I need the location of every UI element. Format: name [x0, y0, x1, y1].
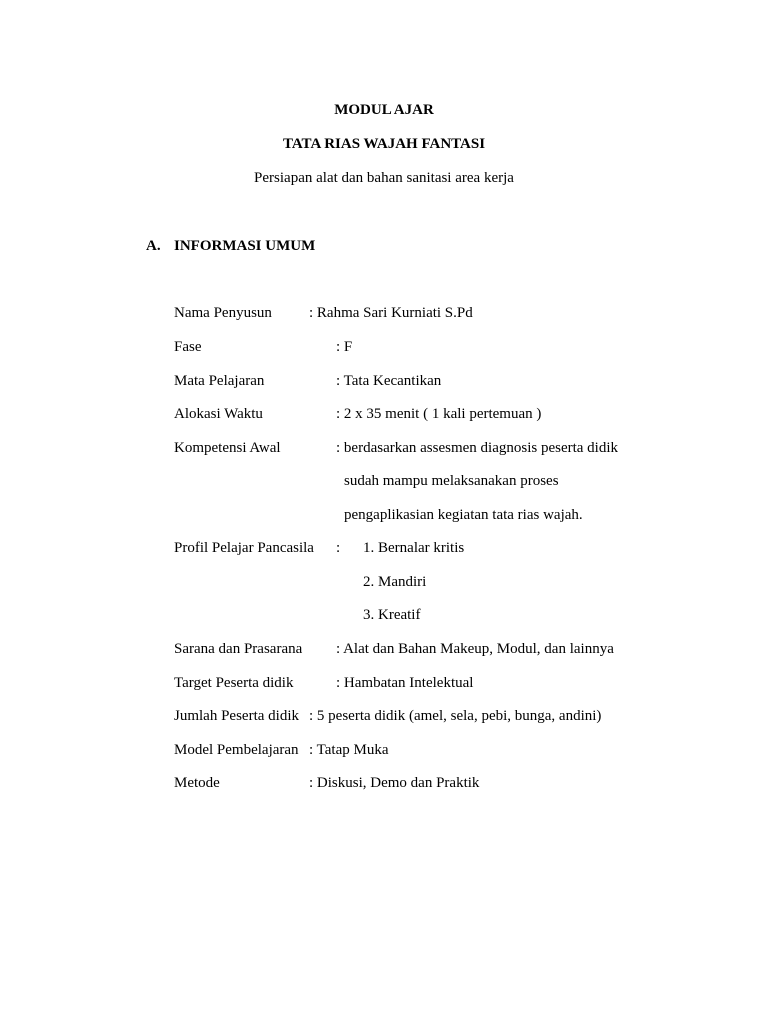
label-nama-penyusun: Nama Penyusun	[174, 305, 272, 321]
section-heading: INFORMASI UMUM	[174, 238, 316, 254]
colon-profil-pelajar-pancasila: :	[336, 540, 341, 556]
value-sarana-prasarana: : Alat dan Bahan Makeup, Modul, dan lainnya	[336, 641, 614, 657]
value-kompetensi-awal-line-2: sudah mampu melaksanakan proses	[344, 473, 559, 489]
list-item: 2. Mandiri	[363, 574, 427, 590]
label-metode: Metode	[174, 775, 220, 791]
value-kompetensi-awal: : berdasarkan assesmen diagnosis peserta didik	[336, 440, 619, 456]
value-alokasi-waktu: : 2 x 35 menit ( 1 kali pertemuan )	[336, 406, 542, 422]
label-model-pembelajaran: Model Pembelajaran	[174, 742, 299, 758]
value-nama-penyusun: : Rahma Sari Kurniati S.Pd	[309, 305, 473, 321]
value-mata-pelajaran: : Tata Kecantikan	[336, 373, 442, 389]
value-jumlah-peserta-didik: : 5 peserta didik (amel, sela, pebi, bunga, andini)	[309, 708, 602, 724]
label-target-peserta-didik: Target Peserta didik	[174, 675, 294, 691]
list-item: 1. Bernalar kritis	[363, 540, 465, 556]
label-kompetensi-awal: Kompetensi Awal	[174, 440, 281, 456]
value-model-pembelajaran: : Tatap Muka	[309, 742, 389, 758]
value-fase: : F	[336, 339, 353, 355]
label-jumlah-peserta-didik: Jumlah Peserta didik	[174, 708, 299, 724]
label-alokasi-waktu: Alokasi Waktu	[174, 406, 263, 422]
label-mata-pelajaran: Mata Pelajaran	[174, 373, 265, 389]
label-sarana-prasarana: Sarana dan Prasarana	[174, 641, 303, 657]
document-title: MODUL AJAR	[334, 102, 434, 118]
label-fase: Fase	[174, 339, 202, 355]
value-metode: : Diskusi, Demo dan Praktik	[309, 775, 480, 791]
label-profil-pelajar-pancasila: Profil Pelajar Pancasila	[174, 540, 314, 556]
value-kompetensi-awal-line-3: pengaplikasian kegiatan tata rias wajah.	[344, 507, 583, 523]
list-item: 3. Kreatif	[363, 607, 421, 623]
value-target-peserta-didik: : Hambatan Intelektual	[336, 675, 474, 691]
section-letter: A.	[146, 238, 161, 254]
document-topic: Persiapan alat dan bahan sanitasi area kerja	[254, 170, 514, 186]
document-subtitle: TATA RIAS WAJAH FANTASI	[282, 136, 486, 152]
